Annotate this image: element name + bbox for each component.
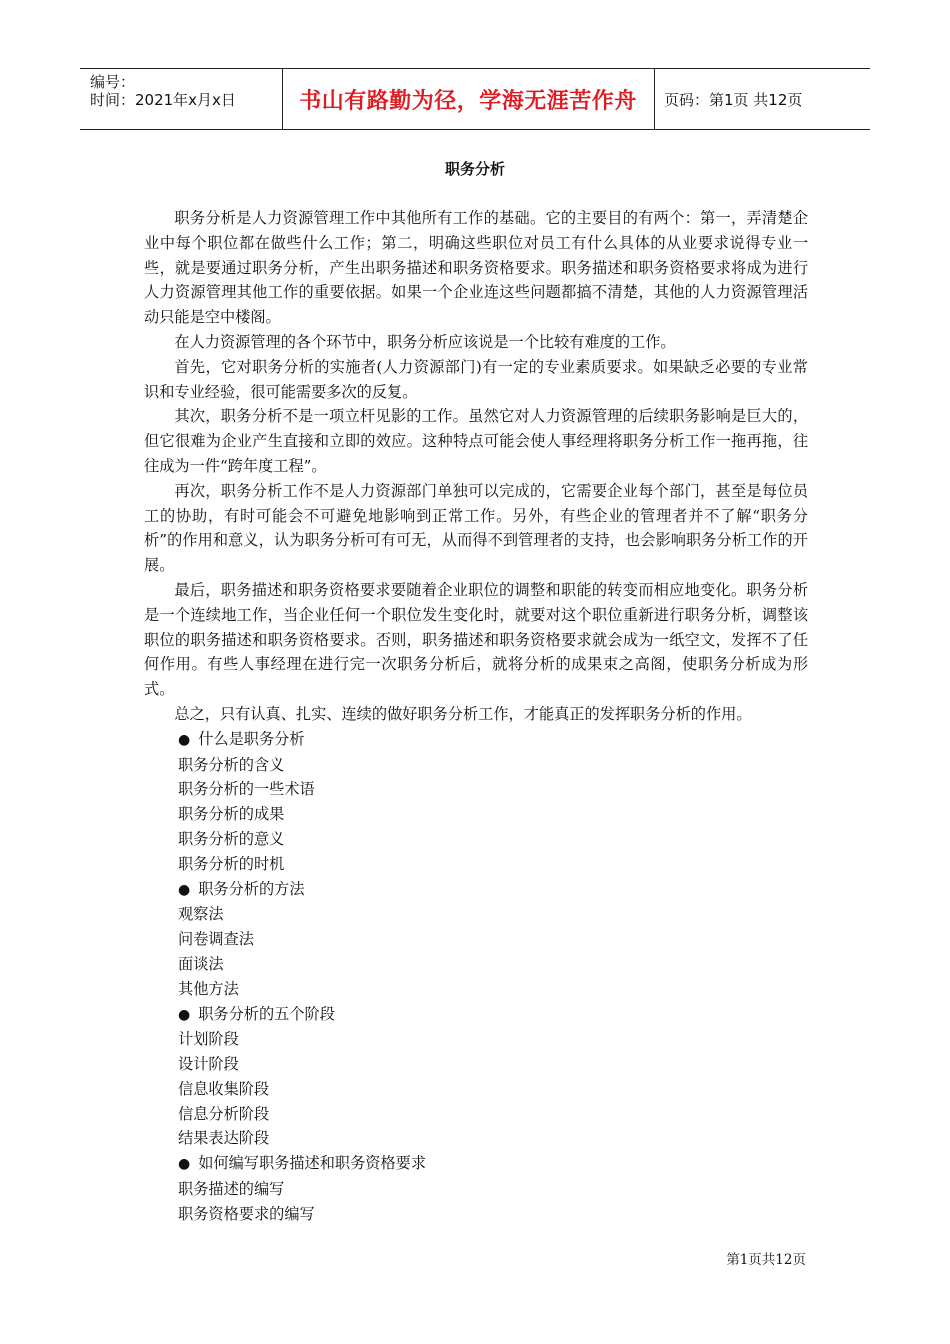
paragraph: 职务分析是人力资源管理工作中其他所有工作的基础。它的主要目的有两个：第一，弄清楚企业中每个职位都在做些什么工作；第二，明确这些职位对员工有什么具体的从业要求说得专业一些，就是要通过职务分析，产生出职务描述和职务资格要求。职务描述和职务资格要求将成为进行人力资源管理其他工作的重要依据。如果一个企业连这些问题都搞不清楚，其他的人力资源管理活动只能是空中楼阁。 <box>144 209 808 327</box>
serial-label: 编号： <box>90 73 136 91</box>
header-table <box>80 68 870 130</box>
document-title: 职务分析 <box>444 160 505 178</box>
date-label: 时间：2021年x月x日 <box>90 91 236 109</box>
list-item: 问卷调查法 <box>178 930 254 949</box>
list-item: 职务分析的成果 <box>178 805 285 824</box>
paragraph: 总之，只有认真、扎实、连续的做好职务分析工作，才能真正的发挥职务分析的作用。 <box>174 704 752 723</box>
section-heading-text: 职务分析的方法 <box>198 879 305 898</box>
page-footer: 第1页共12页 <box>726 1252 806 1268</box>
list-item: 设计阶段 <box>178 1055 239 1074</box>
section-heading-text: 如何编写职务描述和职务资格要求 <box>198 1154 427 1173</box>
page-label: 页码：第1页 共12页 <box>664 90 803 109</box>
paragraph: 其次，职务分析不是一项立杆见影的工作。虽然它对人力资源管理的后续职务影响是巨大的，但它很难为企业产生直接和立即的效应。这种特点可能会使人事经理将职务分析工作一拖再拖，往往成为一件“跨年度工程”。 <box>144 407 808 475</box>
section-heading-text: 职务分析的五个阶段 <box>198 1004 335 1023</box>
section-heading <box>144 727 808 753</box>
paragraph: 首先，它对职务分析的实施者(人力资源部门)有一定的专业素质要求。如果缺乏必要的专业常识和专业经验，很可能需要多次的反复。 <box>144 357 808 401</box>
bullet-icon: ● <box>178 881 191 898</box>
paragraph: 再次，职务分析工作不是人力资源部门单独可以完成的，它需要企业每个部门，甚至是每位员工的协助，有时可能会不可避免地影响到正常工作。另外，有些企业的管理者并不了解“职务分析”的作用和意义，认为职务分析可有可无，从而得不到管理者的支持，也会影响职务分析工作的开展。 <box>144 481 808 575</box>
paragraph: 在人力资源管理的各个环节中，职务分析应该说是一个比较有难度的工作。 <box>174 332 676 351</box>
list-item: 职务资格要求的编写 <box>178 1204 315 1223</box>
bullet-icon: ● <box>178 731 191 748</box>
list-item: 职务分析的意义 <box>178 829 285 848</box>
header-motto-cell <box>282 69 655 129</box>
section-heading-text: 什么是职务分析 <box>198 729 305 748</box>
list-item: 其他方法 <box>178 979 239 998</box>
list-item: 职务描述的编写 <box>178 1180 285 1199</box>
list-item: 职务分析的一些术语 <box>178 780 315 799</box>
motto: 书山有路勤为径，学海无涯苦作舟 <box>299 88 637 114</box>
section-heading <box>144 1151 808 1177</box>
header-meta-cell <box>80 69 283 129</box>
bullet-icon: ● <box>178 1006 191 1023</box>
list-item: 观察法 <box>178 905 224 924</box>
list-item: 信息收集阶段 <box>178 1079 270 1098</box>
bullet-icon: ● <box>178 1156 191 1173</box>
header-page-cell <box>654 69 870 129</box>
list-item: 职务分析的含义 <box>178 755 285 774</box>
document-body <box>144 206 808 1227</box>
list-item: 职务分析的时机 <box>178 854 285 873</box>
list-item: 计划阶段 <box>178 1030 239 1049</box>
paragraph: 最后，职务描述和职务资格要求要随着企业职位的调整和职能的转变而相应地变化。职务分析是一个连续地工作，当企业任何一个职位发生变化时，就要对这个职位重新进行职务分析，调整该职位的职务描述和职务资格要求。否则，职务描述和职务资格要求就会成为一纸空文，发挥不了任何作用。有些人事经理在进行完一次职务分析后，就将分析的成果束之高阁，使职务分析成为形式。 <box>144 580 808 699</box>
list-item: 面谈法 <box>178 954 224 973</box>
section-heading <box>144 877 808 903</box>
list-item: 信息分析阶段 <box>178 1104 270 1123</box>
list-item: 结果表达阶段 <box>178 1129 270 1148</box>
section-heading <box>144 1002 808 1028</box>
